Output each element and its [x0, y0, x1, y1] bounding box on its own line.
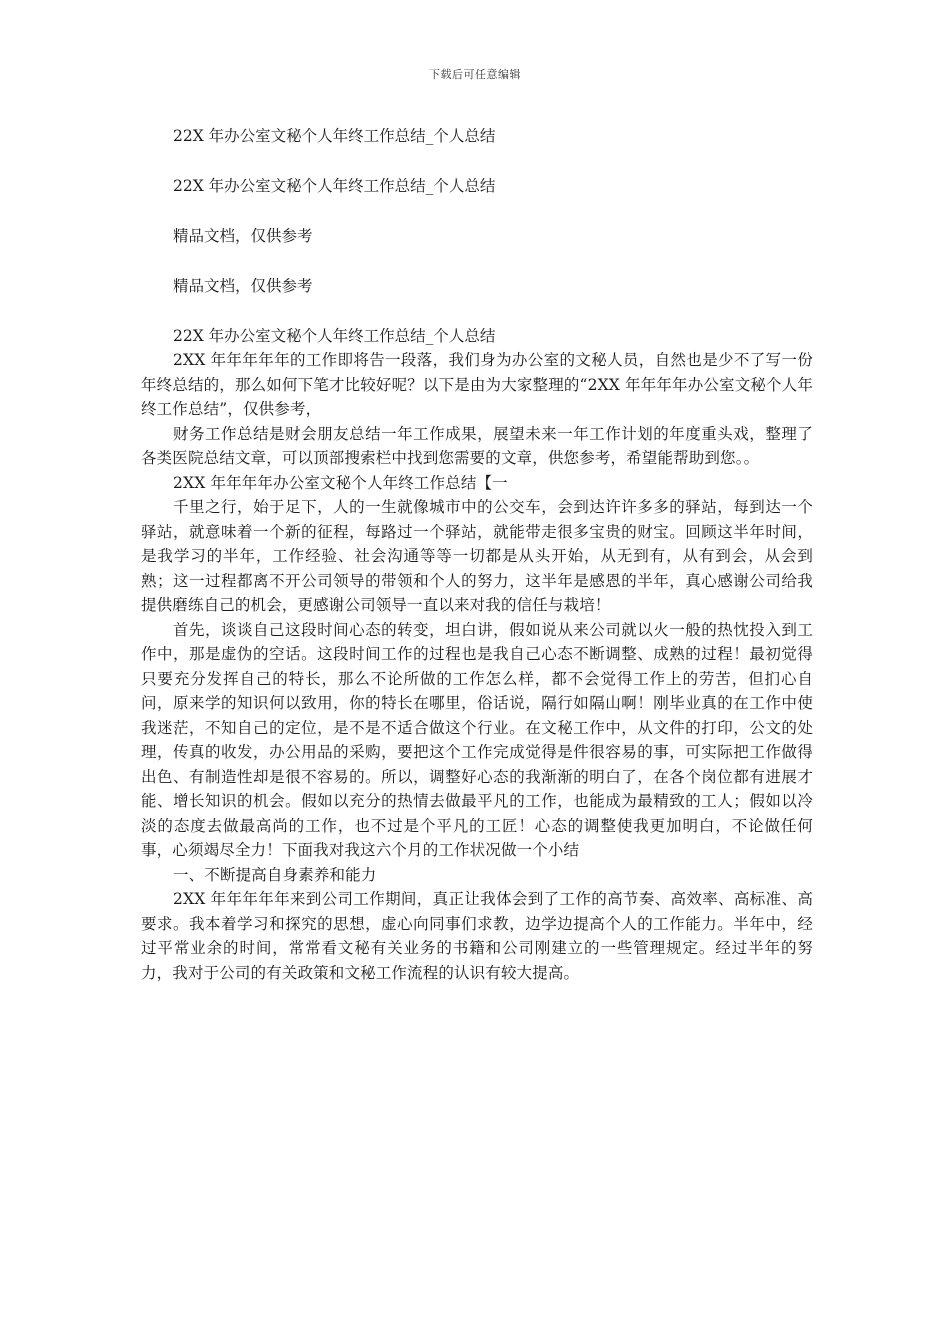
sub-heading: 一、不断提高自身素养和能力 [173, 865, 377, 884]
document-body [141, 124, 813, 985]
finance-paragraph: 财务工作总结是财会朋友总结一年工作成果，展望未来一年工作计划的年度重头戏，整理了各类医院总结文章，可以顶部搜索栏中找到您需要的文章，供您参考，希望能帮助到您。。 [141, 424, 813, 467]
reference-note-1: 精品文档，仅供参考 [173, 227, 313, 245]
doc-title-line-3: 22X 年办公室文秘个人年终工作总结_个人总结 [173, 327, 496, 345]
reference-note-2: 精品文档，仅供参考 [173, 277, 313, 295]
doc-title-line-2: 22X 年办公室文秘个人年终工作总结_个人总结 [173, 177, 496, 195]
doc-title-line-1: 22X 年办公室文秘个人年终工作总结_个人总结 [173, 127, 496, 145]
intro-paragraph: 2XX 年年年年年的工作即将告一段落，我们身为办公室的文秘人员，自然也是少不了写一份年终总结的，那么如何下笔才比较好呢？以下是由为大家整理的“2XX 年年年年办公室文秘个人年终工作总结”，仅供参考， [141, 351, 813, 418]
improve-paragraph: 2XX 年年年年年来到公司工作期间，真正让我体会到了工作的高节奏、高效率、高标准、高要求。我本着学习和探究的思想，虚心向同事们求教，边学边提高个人的工作能力。半年中，经过平常业余的时间，常常看文秘有关业务的书籍和公司刚建立的一些管理规定。经过半年的努力，我对于公司的有关政策和文秘工作流程的认识有较大提高。 [141, 890, 813, 982]
mindset-paragraph: 首先，谈谈自己这段时间心态的转变，坦白讲，假如说从来公司就以火一般的热忱投入到工作中，那是虚伪的空话。这段时间工作的过程也是我自己心态不断调整、成熟的过程！最初觉得只要充分发挥自己的特长，那么不论所做的工作怎么样，都不会觉得工作上的劳苦，但扪心自问，原来学的知识何以致用，你的特长在哪里，俗话说，隔行如隔山啊！刚毕业真的在工作中使我迷茫，不知自己的定位，是不是不适合做这个行业。在文秘工作中，从文件的打印，公文的处理，传真的收发，办公用品的采购，要把这个工作完成觉得是件很容易的事，可实际把工作做得出色、有制造性却是很不容易的。所以，调整好心态的我渐渐的明白了，在各个岗位都有进展才能、增长知识的机会。假如以充分的热情去做最平凡的工作，也能成为最精致的工人；假如以冷淡的态度去做最高尚的工作，也不过是个平凡的工匠！心态的调整使我更加明白，不论做任何事，心须竭尽全力！下面我对我这六个月的工作状况做一个小结 [141, 620, 813, 859]
section-heading: 2XX 年年年年办公室文秘个人年终工作总结【一 [173, 473, 508, 492]
page-header-note: 下载后可任意编辑 [429, 68, 521, 81]
journey-paragraph: 千里之行，始于足下，人的一生就像城市中的公交车，会到达许许多多的驿站，每到达一个驿站，就意味着一个新的征程，每路过一个驿站，就能带走很多宝贵的财宝。回顾这半年时间，是我学习的半年，工作经验、社会沟通等等一切都是从头开始，从无到有，从有到会，从会到熟；这一过程都离不开公司领导的带领和个人的努力，这半年是感恩的半年，真心感谢公司给我提供磨练自己的机会，更感谢公司领导一直以来对我的信任与栽培！ [141, 498, 813, 614]
